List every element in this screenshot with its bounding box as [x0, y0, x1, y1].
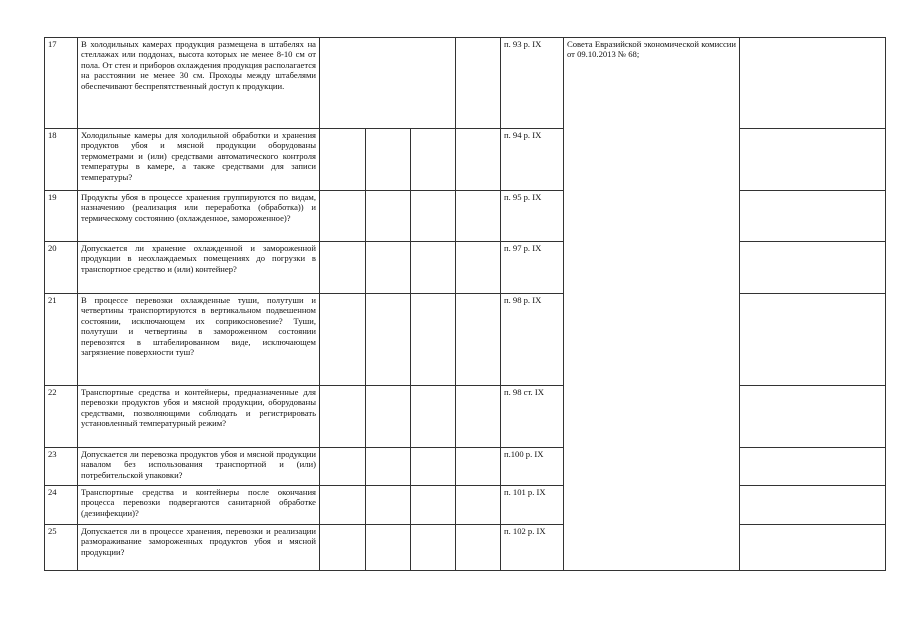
notes-cell[interactable] — [740, 386, 886, 448]
requirement-text: Транспортные средства и контейнеры, предназначенные для перевозки продуктов убоя и мясной продукции, оборудованы средствами, позволяющими соблюдать и регистрировать установленный температурный режим? — [78, 386, 320, 448]
answer-cell-no[interactable] — [366, 129, 411, 191]
answer-cell-no[interactable] — [366, 448, 411, 486]
legal-reference: п. 102 р. IX — [501, 525, 564, 571]
notes-cell[interactable] — [740, 129, 886, 191]
notes-cell[interactable] — [740, 525, 886, 571]
table-row — [45, 38, 886, 129]
answer-cell-yes[interactable] — [320, 38, 366, 129]
requirement-text: Продукты убоя в процессе хранения группируются по видам, назначению (реализация или переработка (обработка)) и термическому состоянию (охлажденное, замороженное)? — [78, 191, 320, 242]
answer-cell-no[interactable] — [366, 242, 411, 294]
table-row — [45, 386, 886, 448]
answer-cell-extra[interactable] — [456, 294, 501, 386]
row-number: 17 — [45, 38, 78, 129]
answer-cell-na[interactable] — [411, 129, 456, 191]
answer-cell-extra[interactable] — [456, 242, 501, 294]
normative-document-text: Совета Евразийской экономической комиссии от 09.10.2013 № 68; — [567, 39, 736, 60]
requirement-text: Холодильные камеры для холодильной обработки и хранения продуктов убоя и мясной продукции оборудованы термометрами и (или) средствами автоматического контроля температуры в камере, а также средствами для записи температуры? — [78, 129, 320, 191]
notes-cell[interactable] — [740, 448, 886, 486]
notes-cell[interactable] — [740, 294, 886, 386]
row-number: 19 — [45, 191, 78, 242]
requirement-text: Допускается ли хранение охлажденной и замороженной продукции в неохлаждаемых помещениях до погрузки в транспортное средство и (или) контейнер? — [78, 242, 320, 294]
requirement-text: Транспортные средства и контейнеры после окончания процесса перевозки подвергаются санитарной обработке (дезинфекции)? — [78, 486, 320, 525]
answer-cell-na[interactable] — [411, 294, 456, 386]
requirement-text: Допускается ли перевозка продуктов убоя и мясной продукции навалом без использования транспортной и (или) потребительской упаковки? — [78, 448, 320, 486]
answer-cell-na[interactable] — [411, 191, 456, 242]
answer-cell-no[interactable] — [366, 38, 411, 129]
answer-cell-yes[interactable] — [320, 294, 366, 386]
row-number: 25 — [45, 525, 78, 571]
answer-cell-na[interactable] — [411, 38, 456, 129]
table-row — [45, 129, 886, 191]
table-row — [45, 525, 886, 571]
answer-cell-extra[interactable] — [456, 486, 501, 525]
table-row — [45, 294, 886, 386]
answer-cell-na[interactable] — [411, 386, 456, 448]
answer-cell-na[interactable] — [411, 242, 456, 294]
row-number: 22 — [45, 386, 78, 448]
notes-cell[interactable] — [740, 486, 886, 525]
checklist-table — [44, 37, 886, 571]
answer-cell-extra[interactable] — [456, 525, 501, 571]
normative-document-cell — [564, 38, 740, 571]
answer-cell-no[interactable] — [366, 294, 411, 386]
requirement-text: В холодильных камерах продукция размещена в штабелях на стеллажах или поддонах, высота которых не менее 8-10 см от пола. От стен и приборов охлаждения продукция располагается на расстоянии не менее 30 см. Проходы между штабелями обеспечивают беспрепятственный доступ к продукции. — [78, 38, 320, 129]
answer-cell-no[interactable] — [366, 386, 411, 448]
answer-cell-no[interactable] — [366, 525, 411, 571]
answer-cell-no[interactable] — [366, 486, 411, 525]
legal-reference: п. 93 р. IX — [501, 38, 564, 129]
answer-cell-yes[interactable] — [320, 242, 366, 294]
requirement-text: Допускается ли в процессе хранения, перевозки и реализации размораживание замороженных продуктов убоя и мясной продукции? — [78, 525, 320, 571]
legal-reference: п. 95 р. IX — [501, 191, 564, 242]
table-row — [45, 486, 886, 525]
notes-cell[interactable] — [740, 38, 886, 129]
row-number: 18 — [45, 129, 78, 191]
table-row — [45, 191, 886, 242]
answer-cell-na[interactable] — [411, 525, 456, 571]
legal-reference: п. 97 р. IX — [501, 242, 564, 294]
row-number: 20 — [45, 242, 78, 294]
answer-cell-extra[interactable] — [456, 38, 501, 129]
answer-cell-extra[interactable] — [456, 129, 501, 191]
answer-cell-yes[interactable] — [320, 448, 366, 486]
legal-reference: п. 98 р. IX — [501, 294, 564, 386]
answer-cell-na[interactable] — [411, 448, 456, 486]
answer-cell-no[interactable] — [366, 191, 411, 242]
answer-cell-yes[interactable] — [320, 191, 366, 242]
answer-cell-na[interactable] — [411, 486, 456, 525]
row-number: 24 — [45, 486, 78, 525]
legal-reference: п.100 р. IX — [501, 448, 564, 486]
answer-cell-yes[interactable] — [320, 486, 366, 525]
notes-cell[interactable] — [740, 242, 886, 294]
answer-cell-yes[interactable] — [320, 525, 366, 571]
notes-cell[interactable] — [740, 191, 886, 242]
row-number: 23 — [45, 448, 78, 486]
legal-reference: п. 94 р. IX — [501, 129, 564, 191]
answer-cell-yes[interactable] — [320, 129, 366, 191]
requirement-text: В процессе перевозки охлажденные туши, полутуши и четвертины транспортируются в вертикальном подвешенном состоянии, исключающем их соприкосновение? Туши, полутуши и четвертины в замороженном состоянии перевозятся в штабелированном виде, исключающем загрязнение поверхности туш? — [78, 294, 320, 386]
answer-cell-extra[interactable] — [456, 191, 501, 242]
legal-reference: п. 101 р. IX — [501, 486, 564, 525]
table-row — [45, 448, 886, 486]
legal-reference: п. 98 ст. IX — [501, 386, 564, 448]
answer-cell-extra[interactable] — [456, 386, 501, 448]
answer-cell-yes[interactable] — [320, 386, 366, 448]
row-number: 21 — [45, 294, 78, 386]
answer-cell-extra[interactable] — [456, 448, 501, 486]
table-row — [45, 242, 886, 294]
